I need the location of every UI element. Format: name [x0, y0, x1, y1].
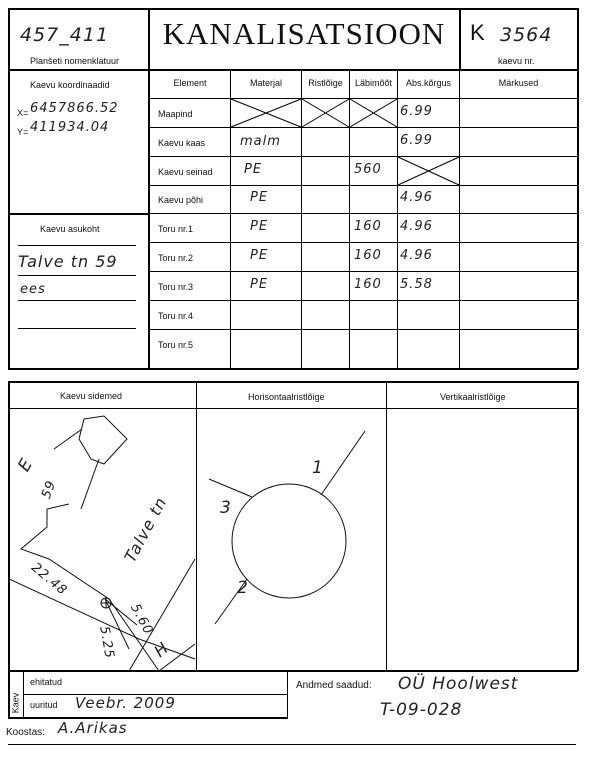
row-label-kaevu-seinad: Kaevu seinad [158, 167, 213, 177]
x-prefix: X= [17, 108, 29, 118]
col-header-materjal: Materjal [249, 78, 282, 88]
ehitatud-label: ehitatud [30, 677, 63, 687]
koostas-label: Koostas: [6, 727, 45, 738]
uuritud-value: Veebr. 2009 [75, 694, 176, 712]
well-label: kaevu nr. [498, 56, 535, 66]
row-label-toru-1: Toru nr.1 [158, 224, 194, 234]
col-header-ristloige: Ristlõige [308, 78, 343, 88]
dim-2248: 22.48 [28, 560, 71, 599]
cell-labimoot-toru-1: 160 [354, 219, 382, 234]
sheet-label: Planšeti nomenklatuur [30, 56, 120, 66]
y-coordinate: 411934.04 [30, 120, 110, 135]
cell-materjal-toru-2: PE [250, 248, 269, 263]
pipe-2-label: 2 [237, 578, 249, 598]
row-label-kaevu-pohi: Kaevu põhi [158, 195, 204, 205]
cell-korgus-kaas: 6.99 [400, 133, 433, 148]
side-e-label: E [14, 454, 38, 476]
panel-title-sidemed: Kaevu sidemed [60, 391, 123, 401]
cell-korgus-pohi: 4.96 [400, 190, 433, 205]
row-label-toru-2: Toru nr.2 [158, 253, 194, 263]
pipe-3-label: 3 [220, 498, 232, 518]
cell-korgus-toru-3: 5.58 [400, 277, 433, 292]
koostas-value: A.Arikas [58, 719, 128, 737]
dim-525: 5.25 [96, 624, 117, 661]
andmed-label: Andmed saadud: [296, 680, 372, 691]
cell-labimoot-toru-3: 160 [354, 277, 382, 292]
horizontal-section-sketch [197, 409, 386, 671]
kaev-label: Kaev [10, 692, 21, 714]
sheet-number: 457_411 [20, 24, 110, 46]
coordinates-label: Kaevu koordinaadid [30, 80, 110, 90]
col-header-element: Element [173, 78, 207, 88]
side-h-label: H [150, 638, 173, 661]
footer-bottom-left [8, 717, 288, 719]
andmed-value-2: T-09-028 [380, 700, 463, 720]
cell-korgus-toru-1: 4.96 [400, 219, 433, 234]
row-label-toru-3: Toru nr.3 [158, 282, 194, 292]
row-label-toru-5: Toru nr.5 [158, 340, 194, 350]
cell-korgus-toru-2: 4.96 [400, 248, 433, 263]
cell-materjal-pohi: PE [250, 190, 269, 205]
row-label-toru-4: Toru nr.4 [158, 311, 194, 321]
street-label: Talve tn [120, 493, 171, 566]
cell-labimoot-seinad: 560 [354, 162, 382, 177]
footer-mid-divider [287, 670, 288, 718]
dim-560: 5.60 [127, 601, 156, 638]
col-header-labimoot: Läbimõõt [354, 78, 393, 88]
cell-materjal-toru-3: PE [250, 277, 269, 292]
uuritud-label: uuritud [30, 700, 58, 710]
sketch-frame-top [8, 381, 578, 383]
crossed-cells [0, 0, 595, 370]
cell-labimoot-toru-2: 160 [354, 248, 382, 263]
y-prefix: Y= [17, 127, 29, 137]
cell-korgus-maapind: 6.99 [400, 104, 433, 119]
dim-59: 59 [39, 478, 60, 501]
cell-materjal-toru-1: PE [250, 219, 269, 234]
cell-materjal-seinad: PE [244, 162, 263, 177]
sketch-frame-right [577, 381, 579, 671]
row-label-kaevu-kaas: Kaevu kaas [158, 138, 206, 148]
col-header-korgus: Abs.kõrgus [405, 78, 452, 88]
row-label-maapind: Maapind [158, 109, 193, 119]
location-label: Kaevu asukoht [40, 224, 100, 234]
well-prefix: K [470, 20, 485, 45]
panel-title-horisontaal: Horisontaalristlõige [248, 392, 325, 402]
well-number: 3564 [500, 24, 553, 46]
page-title: KANALISATSIOON [162, 16, 446, 51]
panel-title-vertikaal: Vertikaalristlõige [440, 392, 506, 402]
location-value-2: ees [20, 282, 46, 297]
andmed-value-1: OÜ Hoolwest [398, 674, 519, 694]
koostas-line [8, 744, 576, 745]
x-coordinate: 6457866.52 [30, 101, 119, 116]
sketch-divider-2 [386, 381, 387, 671]
footer-top [8, 670, 578, 672]
cell-materjal-kaas: malm [240, 134, 281, 149]
pipe-1-label: 1 [312, 458, 324, 478]
col-header-markused: Märkused [498, 78, 539, 88]
location-value-1: Talve tn 59 [18, 252, 118, 271]
